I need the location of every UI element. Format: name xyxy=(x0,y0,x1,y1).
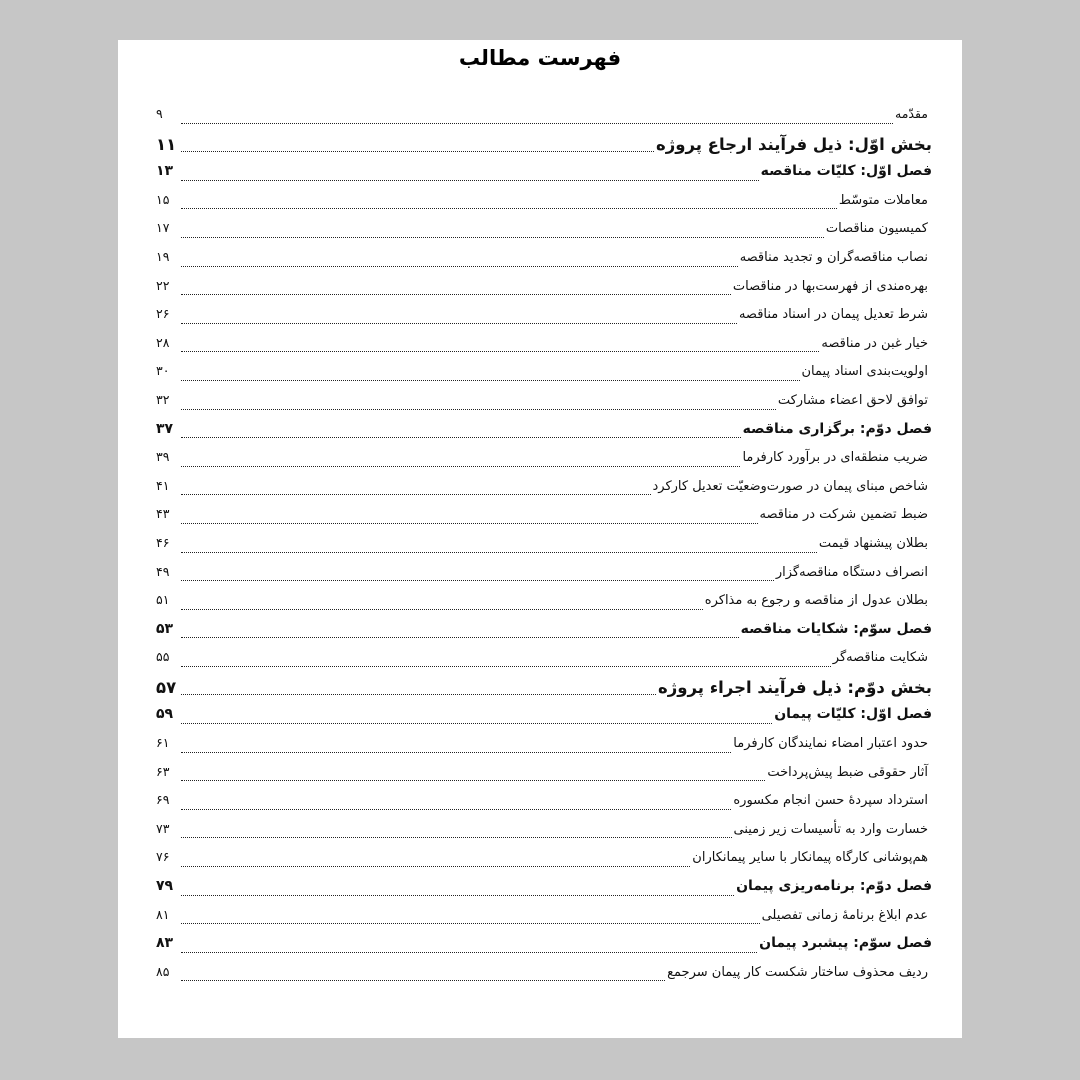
toc-entry-page-number: ۵۹ xyxy=(156,706,174,723)
dot-leader xyxy=(181,437,741,438)
toc-entry-title: فصل سوّم: شکایات مناقصه xyxy=(740,620,932,637)
toc-entry-title: هم‌پوشانی کارگاه پیمانکار با سایر پیمانکاران xyxy=(692,850,928,866)
toc-entry-page-number: ۵۳ xyxy=(156,620,174,637)
toc-entry-page-number: ۴۱ xyxy=(156,477,170,493)
toc-entry-page-number: ۷۶ xyxy=(156,849,170,865)
toc-entry-title: عدم ابلاغ برنامهٔ زمانی تفصیلی xyxy=(761,907,928,923)
toc-entry-page-number: ۲۸ xyxy=(156,334,170,350)
toc-entry-title: آثار حقوقی ضبط پیش‌پرداخت xyxy=(767,764,928,780)
dot-leader xyxy=(181,809,731,810)
toc-entry xyxy=(156,878,932,907)
toc-entry xyxy=(156,506,932,535)
toc-entry-title: ضریب منطقه‌ای در برآورد کارفرما xyxy=(742,450,928,466)
toc-entry-page-number: ۸۵ xyxy=(156,963,170,979)
toc-entry-page-number: ۸۱ xyxy=(156,906,170,922)
toc-entry xyxy=(156,764,932,793)
dot-leader xyxy=(181,580,774,581)
dot-leader xyxy=(181,494,651,495)
toc-entry-title: فصل اوّل: کلیّات مناقصه xyxy=(760,163,932,180)
toc-entry-title: ردیف محذوف ساختار شکست کار پیمان سرجمع xyxy=(667,964,928,980)
toc-entry xyxy=(156,907,932,936)
toc-entry xyxy=(156,421,932,450)
toc-entry xyxy=(156,249,932,278)
toc-entry-page-number: ۵۱ xyxy=(156,592,170,608)
toc-entry-title: مقدّمه xyxy=(895,106,928,121)
toc-entry xyxy=(156,792,932,821)
dot-leader xyxy=(181,380,800,381)
dot-leader xyxy=(181,294,731,295)
toc-entry xyxy=(156,306,932,335)
toc-entry xyxy=(156,621,932,650)
toc-entry-title: نصاب مناقصه‌گران و تجدید مناقصه xyxy=(739,249,928,265)
dot-leader xyxy=(181,237,824,238)
toc-entry-page-number: ۱۱ xyxy=(156,134,177,154)
dot-leader xyxy=(181,552,817,553)
document-page xyxy=(118,40,962,1038)
toc-entry xyxy=(156,735,932,764)
toc-entry-title: خیار غبن در مناقصه xyxy=(821,335,928,351)
toc-entry-title: شکایت مناقصه‌گر xyxy=(832,650,928,666)
toc-entry-title: شرط تعدیل پیمان در اسناد مناقصه xyxy=(738,307,928,323)
dot-leader xyxy=(181,780,765,781)
toc-entry xyxy=(156,592,932,621)
dot-leader xyxy=(181,723,772,724)
dot-leader xyxy=(181,466,740,467)
toc-entry xyxy=(156,964,932,993)
page-title: فهرست مطالب xyxy=(458,46,622,70)
dot-leader xyxy=(181,895,734,896)
toc-entry xyxy=(156,220,932,249)
toc-entry-page-number: ۷۹ xyxy=(156,878,174,895)
toc-entry xyxy=(156,706,932,735)
toc-entry-page-number: ۲۲ xyxy=(156,277,170,293)
dot-leader xyxy=(181,351,819,352)
dot-leader xyxy=(181,151,654,152)
toc-entry xyxy=(156,106,932,135)
toc-entry-title: معاملات متوسّط xyxy=(838,192,928,208)
toc-entry xyxy=(156,392,932,421)
dot-leader xyxy=(181,637,739,638)
toc-entry-page-number: ۱۷ xyxy=(156,220,170,236)
toc-entry-title: توافق لاحق اعضاء مشارکت xyxy=(777,392,928,408)
toc-entry-title: بخش اوّل: ذیل فرآیند ارجاع پروژه xyxy=(655,134,932,154)
toc-entry-page-number: ۳۹ xyxy=(156,449,170,465)
dot-leader xyxy=(181,409,776,410)
toc-entry-title: بخش دوّم: ذیل فرآیند اجراء پروژه xyxy=(658,677,932,697)
toc-entry-page-number: ۳۲ xyxy=(156,391,170,407)
toc-entry xyxy=(156,163,932,192)
toc-entry-page-number: ۸۳ xyxy=(156,935,174,952)
toc-entry xyxy=(156,821,932,850)
toc-entry-page-number: ۵۷ xyxy=(156,677,177,697)
toc-entry xyxy=(156,564,932,593)
dot-leader xyxy=(181,837,732,838)
toc-entry xyxy=(156,363,932,392)
toc-entry-page-number: ۷۳ xyxy=(156,820,170,836)
toc-entry-title: بطلان پیشنهاد قیمت xyxy=(818,535,928,551)
dot-leader xyxy=(181,609,703,610)
dot-leader xyxy=(181,208,837,209)
toc-entry-title: اولویت‌بندی اسناد پیمان xyxy=(801,364,928,380)
toc-entry-page-number: ۹ xyxy=(156,106,163,121)
toc-entry xyxy=(156,278,932,307)
toc-entry xyxy=(156,678,932,707)
dot-leader xyxy=(181,523,758,524)
toc-entry xyxy=(156,135,932,164)
toc-entry-title: فصل اوّل: کلیّات پیمان xyxy=(774,706,932,723)
toc-entry xyxy=(156,935,932,964)
toc-entry-page-number: ۳۷ xyxy=(156,420,174,437)
toc-entry xyxy=(156,192,932,221)
toc-entry xyxy=(156,849,932,878)
toc-entry-page-number: ۱۵ xyxy=(156,191,170,207)
toc-entry-title: فصل دوّم: برگزاری مناقصه xyxy=(742,420,932,437)
toc-entry-page-number: ۳۰ xyxy=(156,363,170,379)
toc-entry-title: استرداد سپردهٔ حسن انجام مکسوره xyxy=(733,793,928,809)
toc-entry-title: فصل سوّم: پیشبرد پیمان xyxy=(759,935,932,952)
toc-entry-title: بهره‌مندی از فهرست‌بها در مناقصات xyxy=(732,278,928,294)
toc-entry-title: شاخص مبنای پیمان در صورت‌وضعیّت تعدیل کارکرد xyxy=(652,478,928,494)
toc-entry-title: خسارت وارد به تأسیسات زیر زمینی xyxy=(733,821,928,837)
dot-leader xyxy=(181,323,737,324)
toc-entry-title: حدود اعتبار امضاء نمایندگان کارفرما xyxy=(733,736,928,752)
toc-entry xyxy=(156,478,932,507)
toc-entry xyxy=(156,449,932,478)
toc-entry-page-number: ۱۹ xyxy=(156,248,170,264)
toc-entry-title: کمیسیون مناقصات xyxy=(825,221,928,237)
toc-entry-page-number: ۶۱ xyxy=(156,735,170,751)
dot-leader xyxy=(181,952,757,953)
toc-entry-page-number: ۴۹ xyxy=(156,563,170,579)
toc-entry-page-number: ۶۹ xyxy=(156,792,170,808)
dot-leader xyxy=(181,666,831,667)
toc-entry xyxy=(156,649,932,678)
dot-leader xyxy=(181,923,760,924)
dot-leader xyxy=(181,266,738,267)
toc-entry xyxy=(156,535,932,564)
dot-leader xyxy=(181,866,690,867)
dot-leader xyxy=(181,980,665,981)
table-of-contents xyxy=(156,106,932,992)
toc-entry-title: ضبط تضمین شرکت در مناقصه xyxy=(759,507,928,523)
toc-entry xyxy=(156,335,932,364)
toc-entry-title: بطلان عدول از مناقصه و رجوع به مذاکره xyxy=(704,593,928,609)
dot-leader xyxy=(181,752,731,753)
toc-entry-page-number: ۶۳ xyxy=(156,763,170,779)
dot-leader xyxy=(181,694,656,695)
toc-entry-page-number: ۴۳ xyxy=(156,506,170,522)
dot-leader xyxy=(181,123,893,124)
toc-entry-page-number: ۲۶ xyxy=(156,306,170,322)
toc-entry-title: فصل دوّم: برنامه‌ریزی پیمان xyxy=(736,878,932,895)
toc-entry-page-number: ۴۶ xyxy=(156,534,170,550)
toc-entry-page-number: ۵۵ xyxy=(156,649,170,665)
toc-entry-title: انصراف دستگاه مناقصه‌گزار xyxy=(775,564,928,580)
toc-entry-page-number: ۱۳ xyxy=(156,163,174,180)
dot-leader xyxy=(181,180,759,181)
